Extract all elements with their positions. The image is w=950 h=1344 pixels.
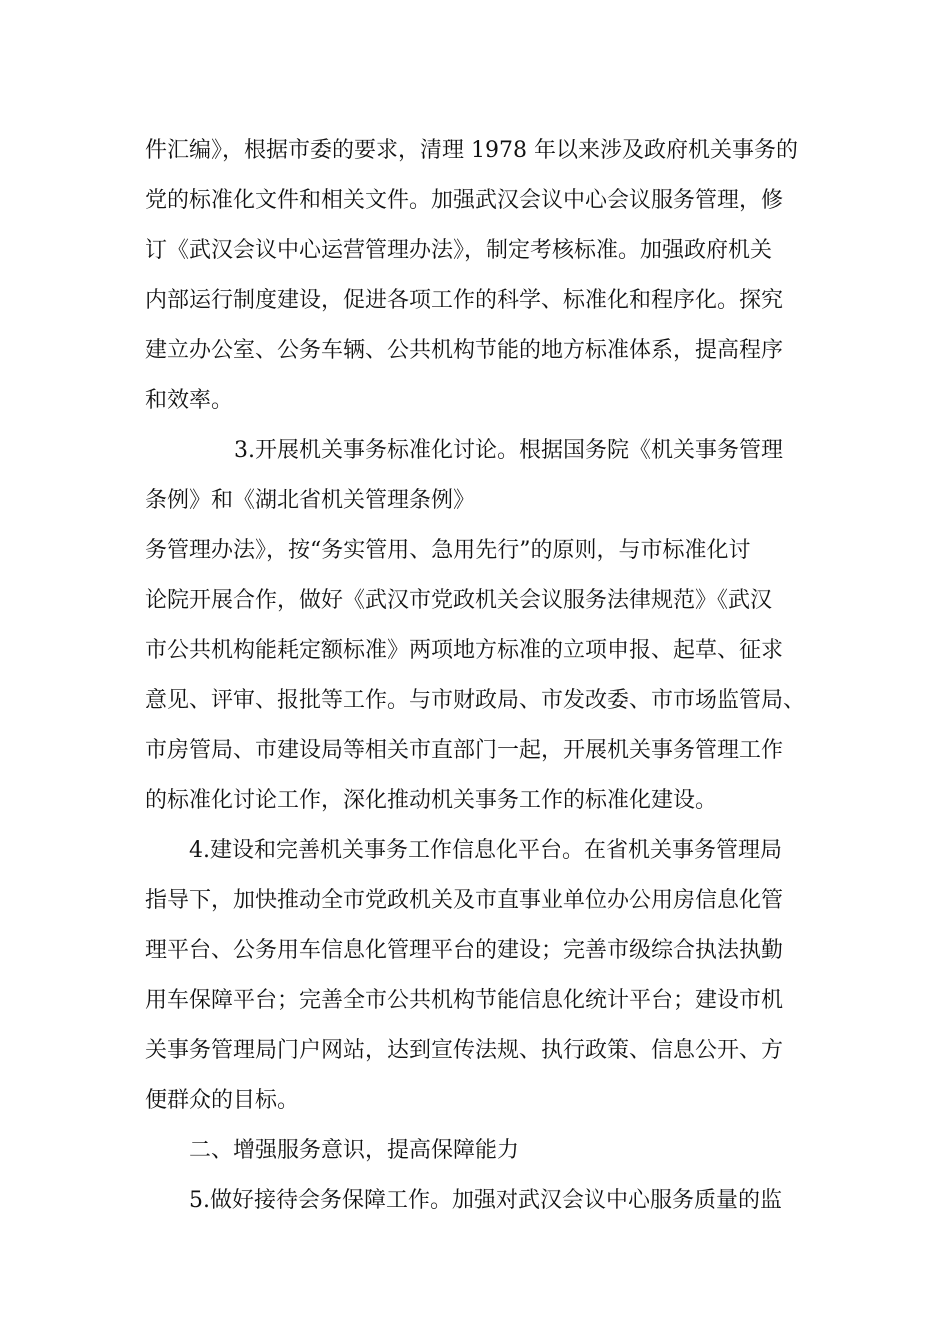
text-line: 意见、评审、报批等工作。与市财政局、市发改委、市市场监管局、	[145, 688, 806, 713]
text-line: 内部运行制度建设，促进各项工作的科学、标准化和程序化。探究	[145, 288, 784, 313]
text-line: 关事务管理局门户网站，达到宣传法规、执行政策、信息公开、方	[145, 1038, 784, 1063]
text-line: 件汇编》，根据市委的要求，清理 1978 年以来涉及政府机关事务的	[145, 138, 798, 163]
text-line: 指导下，加快推动全市党政机关及市直事业单位办公用房信息化管	[145, 888, 784, 913]
paragraph-heading-3: 3.开展机关事务标准化讨论。根据国务院《机关事务管理	[234, 438, 783, 463]
text-line: 和效率。	[145, 388, 234, 413]
paragraph-heading-5: 5.做好接待会务保障工作。加强对武汉会议中心服务质量的监	[189, 1188, 782, 1213]
text-line: 便群众的目标。	[145, 1088, 300, 1113]
text-line: 市公共机构能耗定额标准》两项地方标准的立项申报、起草、征求	[145, 638, 784, 663]
text-line: 建立办公室、公务车辆、公共机构节能的地方标准体系，提高程序	[145, 338, 784, 363]
text-line: 订《武汉会议中心运营管理办法》，制定考核标准。加强政府机关	[145, 238, 773, 263]
paragraph-heading-4: 4.建设和完善机关事务工作信息化平台。在省机关事务管理局	[189, 838, 782, 863]
text-line: 条例》和《湖北省机关管理条例》	[145, 488, 476, 513]
section-heading: 二、增强服务意识，提高保障能力	[189, 1138, 520, 1163]
text-line: 党的标准化文件和相关文件。加强武汉会议中心会议服务管理，修	[145, 188, 784, 213]
text-line: 的标准化讨论工作，深化推动机关事务工作的标准化建设。	[145, 788, 718, 813]
text-line: 市房管局、市建设局等相关市直部门一起，开展机关事务管理工作	[145, 738, 784, 763]
text-line: 理平台、公务用车信息化管理平台的建设；完善市级综合执法执勤	[145, 938, 784, 963]
text-line: 论院开展合作，做好《武汉市党政机关会议服务法律规范》《武汉	[145, 588, 773, 613]
text-line: 务管理办法》，按“务实管用、急用先行”的原则，与市标准化讨	[145, 538, 751, 563]
text-line: 用车保障平台；完善全市公共机构节能信息化统计平台；建设市机	[145, 988, 784, 1013]
